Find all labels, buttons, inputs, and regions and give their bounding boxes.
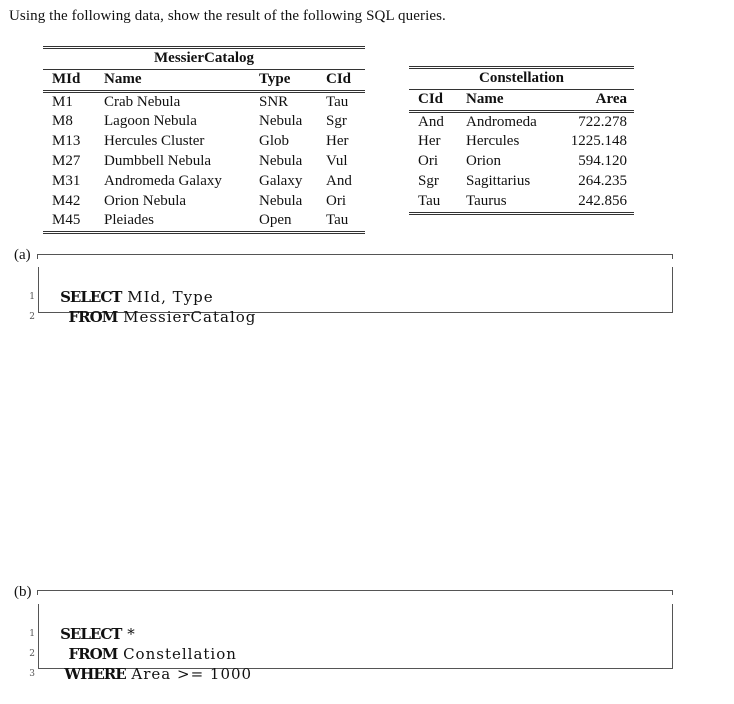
sql-keyword: SELECT bbox=[60, 625, 122, 643]
table-cell: Orion bbox=[466, 153, 501, 170]
query-a-code-block bbox=[29, 267, 673, 326]
table-cell: Vul bbox=[326, 152, 348, 169]
table-cell: M27 bbox=[52, 152, 81, 169]
table-row bbox=[409, 172, 634, 192]
line-number: 3 bbox=[29, 669, 35, 679]
table-cell: 264.235 bbox=[578, 172, 627, 189]
table-cell: M1 bbox=[52, 93, 73, 110]
column-header: Name bbox=[466, 90, 504, 107]
line-number: 2 bbox=[29, 649, 35, 659]
line-number: 2 bbox=[29, 312, 35, 322]
column-header: Name bbox=[104, 70, 142, 87]
table-cell: Andromeda Galaxy bbox=[104, 172, 222, 189]
table-cell: Glob bbox=[259, 133, 289, 150]
table-row bbox=[409, 132, 634, 152]
table-row bbox=[43, 172, 365, 192]
table-row bbox=[409, 111, 634, 132]
sql-keyword: FROM bbox=[60, 645, 118, 663]
table-row bbox=[43, 91, 365, 112]
table-row bbox=[43, 152, 365, 172]
sql-text: Area >= 1000 bbox=[125, 665, 253, 683]
table-cell: Pleiades bbox=[104, 212, 154, 229]
table-cell: Lagoon Nebula bbox=[104, 113, 197, 130]
table-cell: Orion Nebula bbox=[104, 192, 187, 209]
column-header: CId bbox=[326, 70, 352, 87]
table-cell: Tau bbox=[418, 192, 441, 209]
table-cell: Sagittarius bbox=[466, 172, 531, 189]
messier-catalog-table bbox=[43, 46, 365, 234]
instructions-text: Using the following data, show the result of the following SQL queries. bbox=[9, 8, 446, 24]
table-cell: Sgr bbox=[326, 113, 347, 130]
table-cell: M45 bbox=[52, 212, 81, 229]
constellation-table bbox=[409, 66, 634, 215]
code-line bbox=[29, 287, 257, 326]
column-header: Type bbox=[259, 70, 291, 87]
sql-text: MessierCatalog bbox=[117, 308, 257, 326]
table-cell: 1225.148 bbox=[570, 133, 627, 150]
table-cell: And bbox=[326, 172, 352, 189]
query-a-label: (a) bbox=[14, 247, 31, 263]
table-cell: Taurus bbox=[466, 192, 507, 209]
table-cell: Ori bbox=[326, 192, 346, 209]
table-cell: 594.120 bbox=[578, 153, 627, 170]
code-frame-top bbox=[37, 590, 673, 595]
table-cell: Her bbox=[326, 133, 349, 150]
table-cell: M13 bbox=[52, 133, 81, 150]
table-row bbox=[409, 152, 634, 172]
table-title: Constellation bbox=[478, 70, 564, 86]
sql-keyword: SELECT bbox=[60, 288, 122, 306]
table-row bbox=[43, 211, 365, 232]
line-number: 1 bbox=[29, 292, 35, 302]
table-cell: Dumbbell Nebula bbox=[104, 152, 212, 169]
table-cell: 242.856 bbox=[578, 192, 627, 209]
column-header: MId bbox=[52, 70, 81, 87]
table-row bbox=[43, 192, 365, 212]
table-cell: SNR bbox=[259, 93, 289, 110]
query-b-code-block bbox=[29, 604, 673, 683]
table-cell: Her bbox=[418, 133, 441, 150]
table-cell: Tau bbox=[326, 212, 349, 229]
column-header: Area bbox=[595, 90, 627, 107]
sql-text: * bbox=[121, 625, 136, 643]
line-number: 1 bbox=[29, 629, 35, 639]
table-cell: Nebula bbox=[259, 192, 303, 209]
query-b-label: (b) bbox=[14, 584, 32, 600]
sql-text: MId, Type bbox=[121, 288, 214, 306]
code-line bbox=[29, 604, 136, 643]
table-cell: M31 bbox=[52, 172, 81, 189]
table-cell: Ori bbox=[418, 153, 438, 170]
sql-keyword: WHERE bbox=[60, 665, 126, 683]
table-row bbox=[43, 132, 365, 152]
table-cell: Crab Nebula bbox=[104, 93, 181, 110]
table-title: MessierCatalog bbox=[154, 50, 254, 66]
table-cell: Sgr bbox=[418, 172, 439, 189]
table-row bbox=[43, 112, 365, 132]
table-cell: M42 bbox=[52, 192, 81, 209]
code-line bbox=[29, 644, 253, 683]
table-cell: M8 bbox=[52, 113, 73, 130]
code-line bbox=[29, 624, 237, 663]
code-line bbox=[29, 267, 214, 306]
table-cell: 722.278 bbox=[578, 113, 627, 130]
code-frame-top bbox=[37, 254, 673, 259]
table-cell: Hercules bbox=[466, 133, 520, 150]
table-row bbox=[409, 192, 634, 213]
table-cell: And bbox=[418, 113, 444, 130]
table-cell: Open bbox=[259, 212, 292, 229]
table-cell: Tau bbox=[326, 93, 349, 110]
column-header: CId bbox=[418, 90, 444, 107]
sql-text: Constellation bbox=[117, 645, 237, 663]
table-cell: Andromeda bbox=[466, 113, 537, 130]
sql-keyword: FROM bbox=[60, 308, 118, 326]
table-cell: Galaxy bbox=[259, 172, 303, 189]
table-cell: Nebula bbox=[259, 152, 303, 169]
table-cell: Nebula bbox=[259, 113, 303, 130]
table-cell: Hercules Cluster bbox=[104, 133, 205, 150]
